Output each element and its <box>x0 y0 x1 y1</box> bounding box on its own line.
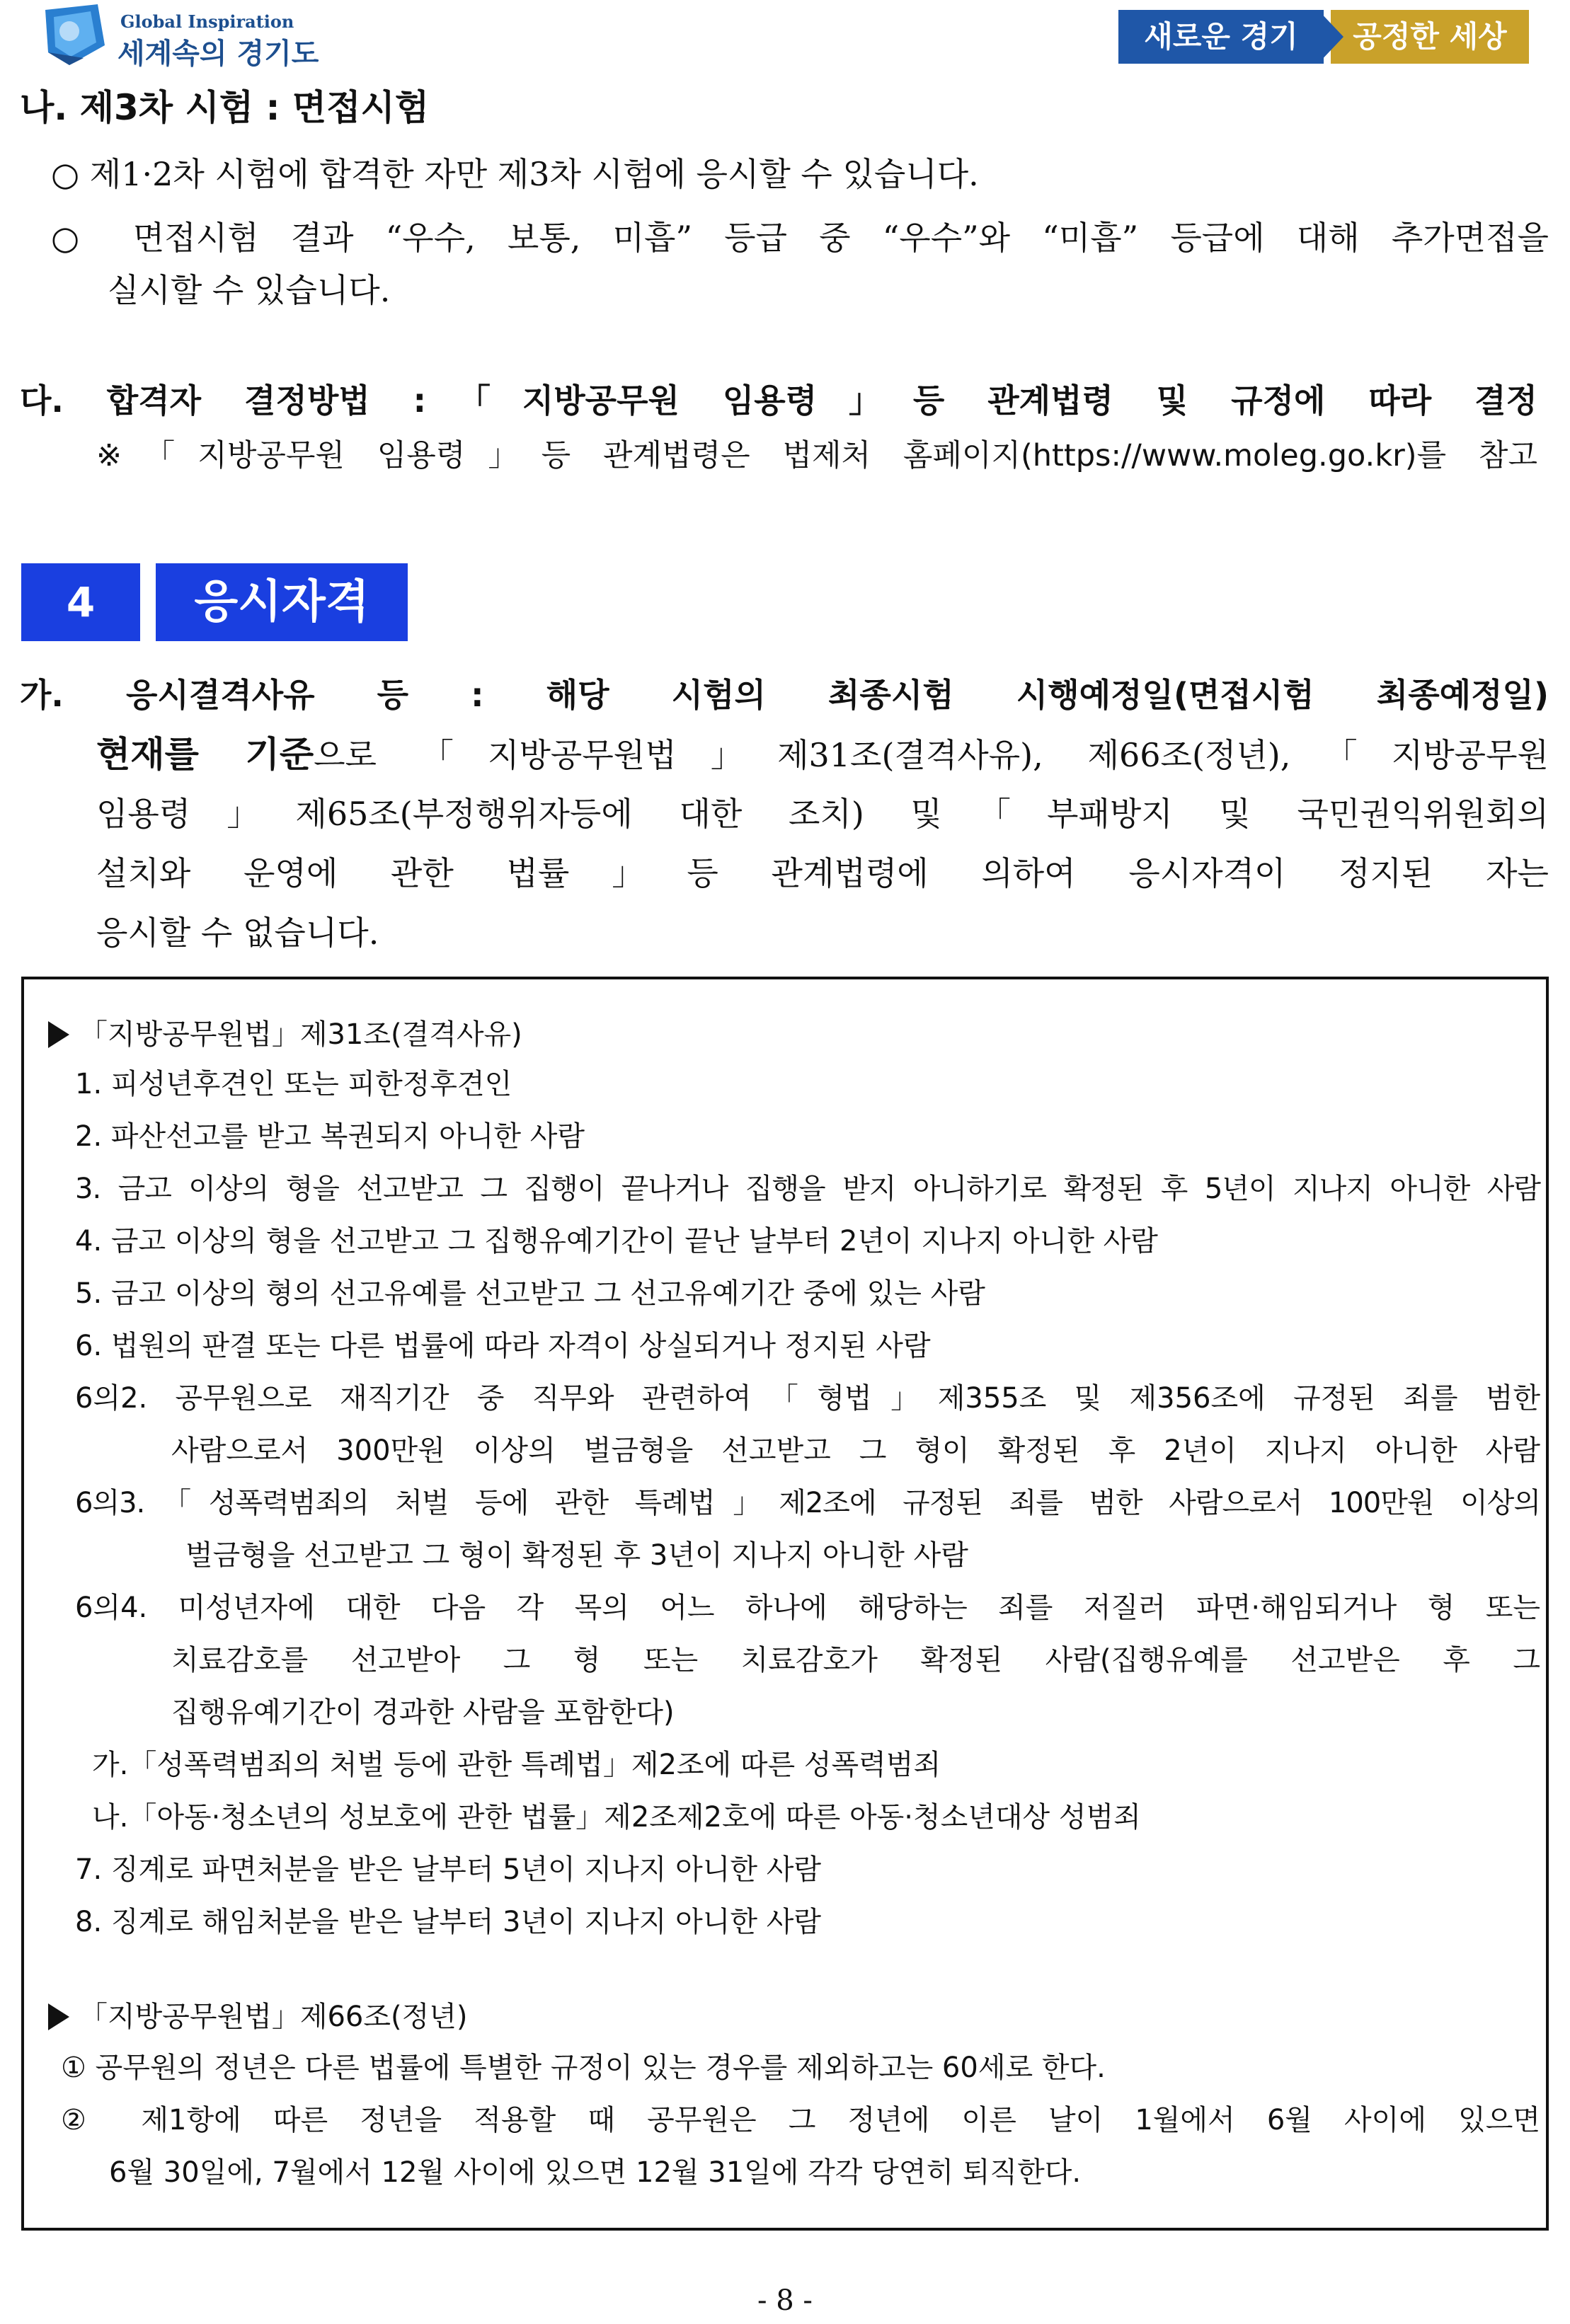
section-ga-line2-rest: 으로 「지방공무원법」제31조(결격사유), 제66조(정년),「지방공무원 <box>314 736 1549 774</box>
section-da-heading: 다. 합격자 결정방법 :「지방공무원 임용령」등 관계법령 및 규정에 따라 결정 <box>20 381 1537 420</box>
law-excerpt-box <box>21 977 1549 2231</box>
section-na-item1: ○ 제1·2차 시험에 합격한 자만 제3차 시험에 응시할 수 있습니다. <box>51 155 979 193</box>
art31-item-6-4-line1: 6의4. 미성년자에 대한 다음 각 목의 어느 하나에 해당하는 죄를 저질러 파면·해임되거나 형 또는 <box>75 1592 1540 1624</box>
section-ga-line1: 가. 응시결격사유 등 : 해당 시험의 최종시험 시행예정일(면접시험 최종예정일) <box>20 676 1549 714</box>
art66-para-2-line2: 6월 30일에, 7월에서 12월 사이에 있으면 12월 31일에 각각 당연히 퇴직한다. <box>109 2156 1082 2189</box>
section-na-heading: 나. 제3차 시험 : 면접시험 <box>20 87 430 128</box>
art31-item-6-2-line2: 사람으로서 300만원 이상의 벌금형을 선고받고 그 형이 확정된 후 2년이 지나지 아니한 사람 <box>171 1434 1540 1467</box>
art66-title-row <box>48 1998 468 2035</box>
section-4-number: 4 <box>21 563 140 641</box>
art31-item-6-4-line2: 치료감호를 선고받아 그 형 또는 치료감호가 확정된 사람(집행유예를 선고받은 후 그 <box>171 1644 1540 1676</box>
art66-para-2-line1: ② 제1항에 따른 정년을 적용할 때 공무원은 그 정년에 이른 날이 1월에서 6월 사이에 있으면 <box>61 2104 1540 2136</box>
triangle-bullet-icon <box>48 1021 69 1048</box>
art31-sub-ga: 가.「성폭력범죄의 처벌 등에 관한 특례법」제2조에 따른 성폭력범죄 <box>92 1749 941 1781</box>
art31-item-6-3-line2: 벌금형을 선고받고 그 형이 확정된 후 3년이 지나지 아니한 사람 <box>185 1539 968 1572</box>
art31-item-6: 6. 법원의 판결 또는 다른 법률에 따라 자격이 상실되거나 정지된 사람 <box>75 1330 931 1362</box>
art31-title-row <box>48 1016 522 1053</box>
art31-title: 「지방공무원법」제31조(결격사유) <box>79 1018 522 1051</box>
art31-item-8: 8. 징계로 해임처분을 받은 날부터 3년이 지나지 아니한 사람 <box>75 1906 822 1938</box>
art66-para-1: ① 공무원의 정년은 다른 법률에 특별한 규정이 있는 경우를 제외하고는 60세로 한다. <box>61 2052 1106 2084</box>
art31-item-6-4-line3: 집행유예기간이 경과한 사람을 포함한다) <box>171 1696 675 1729</box>
art31-item-6-2-line1: 6의2. 공무원으로 재직기간 중 직무와 관련하여「형법」제355조 및 제356조에 규정된 죄를 범한 <box>75 1382 1540 1415</box>
section-ga-line3: 임용령」제65조(부정행위자등에 대한 조치) 및「부패방지 및 국민권익위원회의 <box>96 795 1549 833</box>
art31-item-2: 2. 파산선고를 받고 복권되지 아니한 사람 <box>75 1120 585 1153</box>
art31-item-1: 1. 피성년후견인 또는 피한정후견인 <box>75 1068 512 1100</box>
section-na-item2-line1: ○ 면접시험 결과 “우수, 보통, 미흡” 등급 중 “우수”와 “미흡” 등급에 대해 추가면접을 <box>51 219 1549 257</box>
art31-item-7: 7. 징계로 파면처분을 받은 날부터 5년이 지나지 아니한 사람 <box>75 1853 822 1886</box>
section-4-title: 응시자격 <box>156 563 408 641</box>
triangle-bullet-icon <box>48 2003 69 2030</box>
art31-item-6-3-line1: 6의3.「성폭력범죄의 처벌 등에 관한 특례법」제2조에 규정된 죄를 범한 사람으로서 100만원 이상의 <box>75 1487 1540 1519</box>
logo-tagline: Global Inspiration <box>120 11 294 32</box>
slogan-right: 공정한 세상 <box>1331 10 1529 64</box>
logo-emblem-icon <box>41 3 109 67</box>
logo-title: 세계속의 경기도 <box>118 38 319 70</box>
art31-item-4: 4. 금고 이상의 형을 선고받고 그 집행유예기간이 끝난 날부터 2년이 지나지 아니한 사람 <box>75 1225 1158 1258</box>
page-number: - 8 - <box>757 2284 813 2317</box>
slogan-banner <box>1118 10 1529 64</box>
section-da-note: ※「지방공무원 임용령」등 관계법령은 법제처 홈페이지(https://www.moleg.go.kr)를 참고 <box>96 438 1537 473</box>
section-na-item2-line2: 실시할 수 있습니다. <box>108 271 391 309</box>
section-ga-line2 <box>96 733 1549 776</box>
art31-item-3: 3. 금고 이상의 형을 선고받고 그 집행이 끝나거나 집행을 받지 아니하기로 확정된 후 5년이 지나지 아니한 사람 <box>75 1173 1540 1205</box>
slogan-arrow-icon <box>1318 10 1343 64</box>
slogan-left: 새로운 경기 <box>1118 10 1324 64</box>
section-ga-line5: 응시할 수 없습니다. <box>96 914 379 952</box>
section-ga-line2-bold: 현재를 기준 <box>96 734 314 775</box>
art31-sub-na: 나.「아동·청소년의 성보호에 관한 법률」제2조제2호에 따른 아동·청소년대상 성범죄 <box>92 1801 1141 1834</box>
gyeonggi-logo <box>41 3 319 71</box>
art31-item-5: 5. 금고 이상의 형의 선고유예를 선고받고 그 선고유예기간 중에 있는 사람 <box>75 1277 985 1310</box>
art66-title: 「지방공무원법」제66조(정년) <box>79 2001 468 2033</box>
section-ga-line4: 설치와 운영에 관한 법률」등 관계법령에 의하여 응시자격이 정지된 자는 <box>96 854 1549 892</box>
